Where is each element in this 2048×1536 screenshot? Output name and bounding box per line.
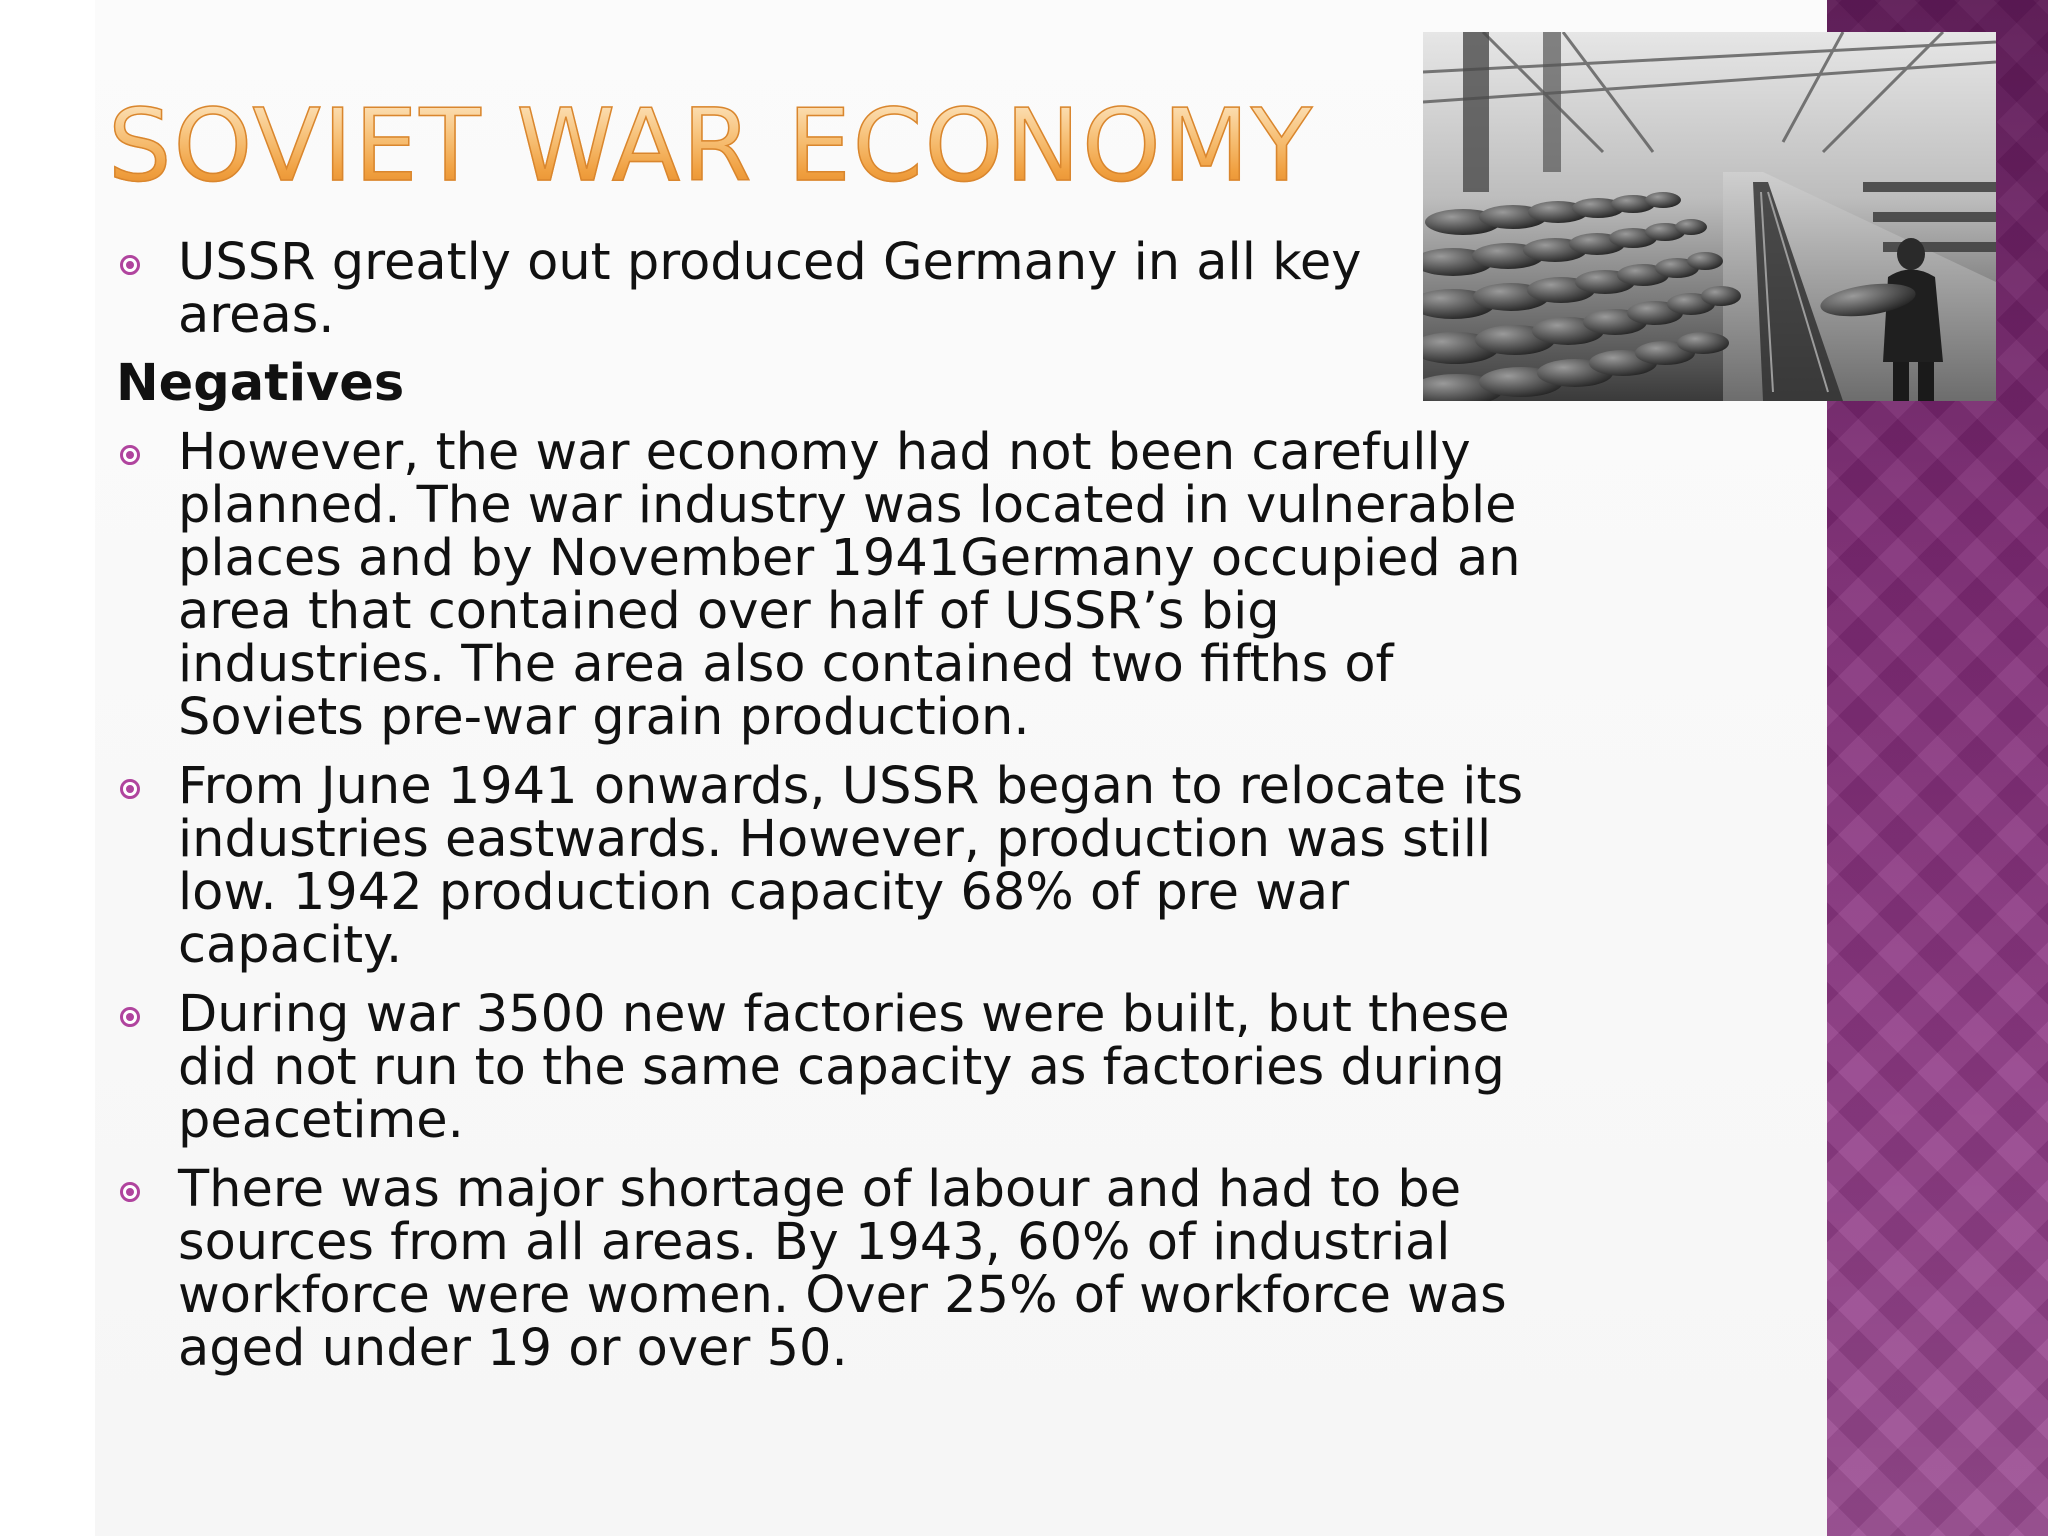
bullet-item (116, 423, 1536, 747)
bullet-item (116, 233, 1488, 345)
bullet-text: USSR greatly out produced Germany in all key areas. (178, 233, 1362, 345)
circled-dot-icon (120, 779, 140, 799)
bullet-text: From June 1941 onwards, USSR began to relocate its industries eastwards. However, production was still low. 1942 production capacity 68% of pre war capacity. (178, 757, 1524, 975)
bullet-text: However, the war economy had not been carefully planned. The war industry was located in vulnerable places and by November 1941Germany occupied an area that contained over half of USSR’s big industries. The area also contained two fifths of Soviets pre-war grain production. (178, 423, 1521, 747)
bullet-text: During war 3500 new factories were built, but these did not run to the same capacity as factories during peacetime. (178, 985, 1510, 1150)
circled-dot-icon (120, 445, 140, 465)
bullet-item (116, 985, 1536, 1150)
bullet-item (116, 1160, 1536, 1378)
bullet-text: There was major shortage of labour and had to be sources from all areas. By 1943, 60% of industrial workforce were women. Over 25% of workforce was aged under 19 or over 50. (178, 1160, 1507, 1378)
slide-title: SOVIET WAR ECONOMY (108, 87, 1315, 204)
bullet-item (116, 757, 1536, 975)
slide-body (116, 233, 1536, 1378)
section-heading: Negatives (116, 354, 405, 413)
circled-dot-icon (120, 1007, 140, 1027)
circled-dot-icon (120, 1182, 140, 1202)
circled-dot-icon (120, 255, 140, 275)
